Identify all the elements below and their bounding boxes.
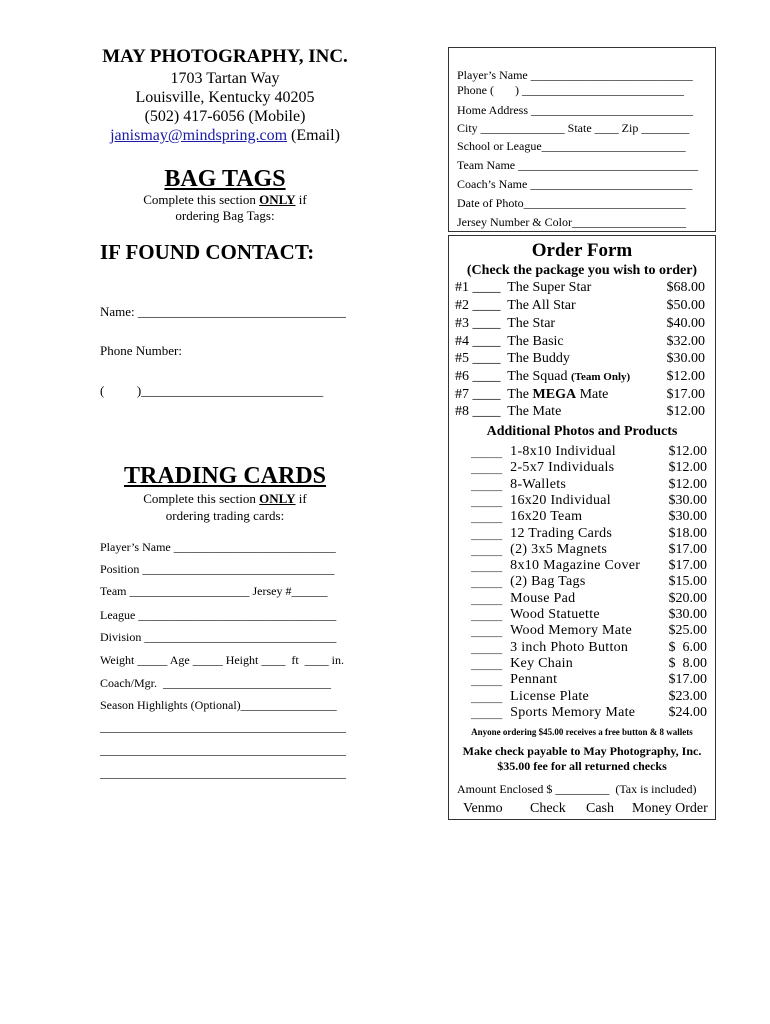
additional-product-row[interactable] xyxy=(471,526,707,542)
package-row[interactable] xyxy=(455,316,705,332)
package-checkbox[interactable]: #5 ____ xyxy=(455,351,508,366)
amount-enclosed-field[interactable]: Amount Enclosed $ _________ (Tax is included) xyxy=(457,782,697,796)
additional-product-row[interactable] xyxy=(471,640,707,656)
additional-product-row[interactable] xyxy=(471,656,707,672)
product-name: Mouse Pad xyxy=(510,590,576,606)
tc-division-field[interactable]: Division ________________________________ xyxy=(100,630,337,644)
package-row[interactable] xyxy=(455,369,705,385)
note-text-end: if xyxy=(295,491,307,506)
company-street: 1703 Tartan Way xyxy=(170,70,280,87)
additional-product-row[interactable] xyxy=(471,689,707,705)
package-row[interactable] xyxy=(455,351,705,367)
package-row[interactable] xyxy=(455,404,705,420)
product-checkbox[interactable]: ____ xyxy=(471,639,511,655)
package-name: The Buddy xyxy=(507,351,570,366)
package-name-end: Mate xyxy=(576,387,609,402)
payable-note: Make check payable to May Photography, Inc. xyxy=(462,744,702,758)
product-price: $ 6.00 xyxy=(668,639,707,655)
note-text-end: if xyxy=(295,192,307,207)
product-checkbox[interactable]: ____ xyxy=(471,509,511,525)
package-checkbox[interactable]: #6 ____ xyxy=(455,369,508,384)
player-info-box xyxy=(448,47,716,232)
company-name: MAY PHOTOGRAPHY, INC. xyxy=(102,46,348,67)
order-form-box xyxy=(448,235,716,820)
product-name: (2) 3x5 Magnets xyxy=(510,541,608,557)
additional-heading: Additional Photos and Products xyxy=(486,424,678,439)
product-price: $17.00 xyxy=(668,558,707,574)
jersey-number-color-field[interactable]: Jersey Number & Color___________________ xyxy=(457,215,686,229)
date-of-photo-field[interactable]: Date of Photo___________________________ xyxy=(457,196,686,210)
package-price: $12.00 xyxy=(666,404,705,419)
product-checkbox[interactable]: ____ xyxy=(471,623,511,639)
product-checkbox[interactable]: ____ xyxy=(471,672,511,688)
returned-check-fee: $35.00 fee for all returned checks xyxy=(497,759,667,773)
package-row[interactable] xyxy=(455,387,705,403)
package-checkbox[interactable]: #2 ____ xyxy=(455,298,508,313)
coach-name-field[interactable]: Coach’s Name ___________________________ xyxy=(457,177,693,191)
tc-highlights-line[interactable]: _________________________________________ xyxy=(100,766,346,780)
package-name: The Star xyxy=(507,316,556,331)
company-city: Louisville, Kentucky 40205 xyxy=(135,89,315,106)
package-name: The Squad xyxy=(507,369,572,384)
package-name: The xyxy=(507,387,533,402)
package-price: $32.00 xyxy=(666,334,705,349)
product-checkbox[interactable]: ____ xyxy=(471,541,511,557)
product-checkbox[interactable]: ____ xyxy=(471,688,511,704)
additional-product-row[interactable] xyxy=(471,509,707,525)
package-name: The Super Star xyxy=(507,280,592,295)
player-name-field[interactable]: Player’s Name ___________________________ xyxy=(457,68,693,82)
trading-cards-note xyxy=(100,491,350,507)
trading-cards-note-line2: ordering trading cards: xyxy=(165,508,285,523)
additional-product-row[interactable] xyxy=(471,558,707,574)
email-link[interactable]: janismay@mindspring.com xyxy=(110,127,288,144)
product-name: License Plate xyxy=(510,688,590,704)
package-row[interactable] xyxy=(455,298,705,314)
payment-venmo[interactable]: Venmo xyxy=(463,801,503,816)
product-name: 1-8x10 Individual xyxy=(510,444,616,459)
product-price: $30.00 xyxy=(668,509,707,525)
city-state-zip-field[interactable]: City ______________ State ____ Zip ________ xyxy=(457,121,690,135)
product-checkbox[interactable]: ____ xyxy=(471,460,511,476)
home-address-field[interactable]: Home Address ___________________________ xyxy=(457,103,693,117)
phone-field[interactable]: Phone ( ) ___________________________ xyxy=(457,83,684,97)
product-checkbox[interactable]: ____ xyxy=(471,444,511,459)
school-league-field[interactable]: School or League________________________ xyxy=(457,139,686,153)
team-name-field[interactable]: Team Name ______________________________ xyxy=(457,158,699,172)
note-text: Complete this section xyxy=(143,491,260,506)
product-price: $12.00 xyxy=(668,476,707,492)
package-checkbox[interactable]: #4 ____ xyxy=(455,334,508,349)
product-name: Sports Memory Mate xyxy=(510,704,636,720)
product-name: Wood Statuette xyxy=(510,607,600,622)
product-name: 3 inch Photo Button xyxy=(510,639,629,655)
product-price: $12.00 xyxy=(668,444,707,459)
package-checkbox[interactable]: #1 ____ xyxy=(455,280,508,295)
product-price: $17.00 xyxy=(668,672,707,688)
package-checkbox[interactable]: #7 ____ xyxy=(455,387,508,402)
product-name: Pennant xyxy=(510,672,558,688)
product-checkbox[interactable]: ____ xyxy=(471,590,511,606)
package-price: $17.00 xyxy=(666,387,705,402)
product-price: $24.00 xyxy=(668,704,707,720)
tc-league-field[interactable]: League _________________________________ xyxy=(100,608,337,622)
product-checkbox[interactable]: ____ xyxy=(471,704,511,720)
package-price: $68.00 xyxy=(666,280,705,295)
product-name: 16x20 Individual xyxy=(510,492,611,508)
tc-team-jersey-field[interactable]: Team ____________________ Jersey #______ xyxy=(100,584,328,598)
package-price: $30.00 xyxy=(666,351,705,366)
note-only: ONLY xyxy=(259,491,296,506)
additional-product-row[interactable] xyxy=(471,444,707,460)
if-found-heading: IF FOUND CONTACT: xyxy=(100,240,315,264)
package-note: (Team Only) xyxy=(571,371,631,383)
promo-note: Anyone ordering $45.00 receives a free button & 8 wallets xyxy=(471,727,693,737)
package-price: $12.00 xyxy=(666,369,705,384)
product-price: $17.00 xyxy=(668,541,707,557)
additional-product-row[interactable] xyxy=(471,493,707,509)
product-name: Key Chain xyxy=(510,655,574,671)
company-phone: (502) 417-6056 (Mobile) xyxy=(144,108,306,125)
product-name: 8x10 Magazine Cover xyxy=(510,558,641,574)
additional-product-row[interactable] xyxy=(471,623,707,639)
product-price: $18.00 xyxy=(668,525,707,541)
company-email-line xyxy=(90,127,360,145)
package-checkbox[interactable]: #8 ____ xyxy=(455,404,508,419)
package-name: The Mate xyxy=(507,404,562,419)
product-checkbox[interactable]: ____ xyxy=(471,655,511,671)
product-name: (2) Bag Tags xyxy=(510,574,586,590)
bag-tag-phone-label: Phone Number: xyxy=(100,343,182,358)
tc-position-field[interactable]: Position ________________________________ xyxy=(100,562,335,576)
tc-highlights-line[interactable]: _________________________________________ xyxy=(100,743,346,757)
product-name: Wood Memory Mate xyxy=(510,623,633,639)
package-price: $40.00 xyxy=(666,316,705,331)
bag-tag-name-field[interactable]: Name: ________________________________ xyxy=(100,304,346,319)
bag-tags-note-line2: ordering Bag Tags: xyxy=(175,208,275,223)
package-price: $50.00 xyxy=(666,298,705,313)
package-name: The All Star xyxy=(507,298,576,313)
additional-product-row[interactable] xyxy=(471,705,707,721)
product-checkbox[interactable]: ____ xyxy=(471,476,511,492)
additional-product-row[interactable] xyxy=(471,574,707,590)
bag-tags-note xyxy=(100,192,350,208)
product-checkbox[interactable]: ____ xyxy=(471,607,511,622)
tc-highlights-line[interactable]: _________________________________________ xyxy=(100,720,346,734)
product-price: $ 8.00 xyxy=(668,655,707,671)
product-price: $30.00 xyxy=(668,607,707,622)
additional-product-row[interactable] xyxy=(471,607,707,623)
product-name: 8-Wallets xyxy=(510,476,567,492)
package-row[interactable] xyxy=(455,334,705,350)
package-name: The Basic xyxy=(507,334,564,349)
payment-check[interactable]: Check xyxy=(530,801,566,816)
additional-product-row[interactable] xyxy=(471,542,707,558)
product-name: 12 Trading Cards xyxy=(510,525,613,541)
product-checkbox[interactable]: ____ xyxy=(471,574,511,590)
payment-cash[interactable]: Cash xyxy=(586,801,614,816)
additional-product-row[interactable] xyxy=(471,672,707,688)
product-price: $25.00 xyxy=(668,623,707,639)
trading-cards-title: TRADING CARDS xyxy=(123,463,327,489)
note-only: ONLY xyxy=(259,192,296,207)
additional-product-row[interactable] xyxy=(471,591,707,607)
product-checkbox[interactable]: ____ xyxy=(471,492,511,508)
bag-tag-phone-field[interactable]: ( )____________________________ xyxy=(100,383,324,398)
email-suffix: (Email) xyxy=(287,127,340,144)
product-price: $15.00 xyxy=(668,574,707,590)
tc-players-name-field[interactable]: Player’s Name ___________________________ xyxy=(100,540,336,554)
product-name: 16x20 Team xyxy=(510,509,583,525)
additional-product-row[interactable] xyxy=(471,460,707,476)
product-name: 2-5x7 Individuals xyxy=(510,460,615,476)
order-form-subtitle: (Check the package you wish to order) xyxy=(466,263,698,278)
order-form-title: Order Form xyxy=(531,240,633,261)
tc-season-highlights-field[interactable]: Season Highlights (Optional)________________ xyxy=(100,698,337,712)
product-price: $30.00 xyxy=(668,492,707,508)
package-name-bold: MEGA xyxy=(532,387,577,402)
package-row[interactable] xyxy=(455,280,705,296)
tc-coach-field[interactable]: Coach/Mgr. ____________________________ xyxy=(100,676,331,690)
product-price: $23.00 xyxy=(668,688,707,704)
bag-tags-title: BAG TAGS xyxy=(164,166,286,192)
package-checkbox[interactable]: #3 ____ xyxy=(455,316,508,331)
product-checkbox[interactable]: ____ xyxy=(471,525,511,541)
product-checkbox[interactable]: ____ xyxy=(471,558,511,574)
additional-product-row[interactable] xyxy=(471,477,707,493)
product-price: $20.00 xyxy=(668,590,707,606)
payment-money-order[interactable]: Money Order xyxy=(632,801,708,816)
tc-weight-age-height-field[interactable]: Weight _____ Age _____ Height ____ ft ____ in. xyxy=(100,653,345,667)
product-price: $12.00 xyxy=(668,460,707,476)
note-text: Complete this section xyxy=(143,192,260,207)
